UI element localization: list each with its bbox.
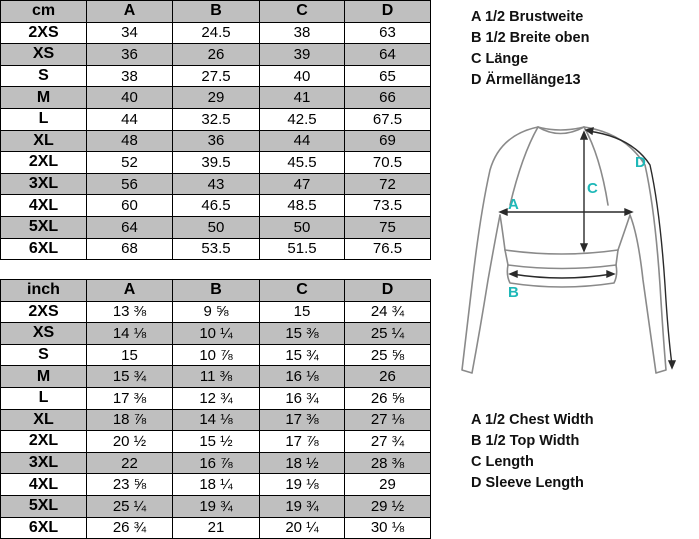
measurement-cell: 15 ½ — [173, 431, 260, 453]
measurement-cell: 50 — [173, 216, 260, 238]
table-row — [1, 65, 431, 87]
measurement-cell: 26 ¾ — [87, 517, 173, 539]
table-row — [1, 366, 431, 388]
measurement-cell: 29 — [173, 87, 260, 109]
column-header: C — [260, 1, 345, 23]
table-row — [1, 108, 431, 130]
size-label: 3XL — [1, 452, 87, 474]
measurement-cell: 15 ¾ — [87, 366, 173, 388]
measurement-cell: 11 ⅜ — [173, 366, 260, 388]
measurement-cell: 23 ⅝ — [87, 474, 173, 496]
size-label: XS — [1, 323, 87, 345]
measurement-cell: 15 — [260, 301, 345, 323]
measurement-cell: 29 ½ — [345, 495, 431, 517]
measurement-cell: 32.5 — [173, 108, 260, 130]
size-label: 3XL — [1, 173, 87, 195]
table-row — [1, 495, 431, 517]
measurement-cell: 12 ¾ — [173, 387, 260, 409]
measurement-cell: 17 ⅜ — [260, 409, 345, 431]
measurement-cell: 38 — [260, 22, 345, 44]
inch-size-table — [0, 279, 431, 539]
measurement-cell: 21 — [173, 517, 260, 539]
table-row — [1, 387, 431, 409]
label-d: D — [635, 154, 646, 171]
measurement-cell: 17 ⅞ — [260, 431, 345, 453]
size-label: 2XS — [1, 22, 87, 44]
measurement-cell: 43 — [173, 173, 260, 195]
measurement-cell: 39 — [260, 44, 345, 66]
measurement-cell: 76.5 — [345, 238, 431, 260]
measurement-cell: 53.5 — [173, 238, 260, 260]
measurement-cell: 36 — [173, 130, 260, 152]
table-row — [1, 130, 431, 152]
table-row — [1, 517, 431, 539]
table-row — [1, 301, 431, 323]
measurement-cell: 47 — [260, 173, 345, 195]
measurement-cell: 25 ⅝ — [345, 344, 431, 366]
column-header: inch — [1, 280, 87, 302]
measurement-cell: 48.5 — [260, 195, 345, 217]
size-label: XS — [1, 44, 87, 66]
size-label: M — [1, 366, 87, 388]
measurement-cell: 46.5 — [173, 195, 260, 217]
legend-german — [471, 7, 589, 91]
measurement-cell: 52 — [87, 152, 173, 174]
measurement-cell: 15 ¾ — [260, 344, 345, 366]
size-label: XL — [1, 130, 87, 152]
measurement-cell: 14 ⅛ — [173, 409, 260, 431]
legend-english — [471, 410, 594, 494]
column-header: D — [345, 280, 431, 302]
column-header: A — [87, 280, 173, 302]
legend-en-item-a: A 1/2 Chest Width — [471, 412, 594, 428]
table-row — [1, 152, 431, 174]
size-label: 5XL — [1, 216, 87, 238]
measurement-cell: 67.5 — [345, 108, 431, 130]
measurement-cell: 72 — [345, 173, 431, 195]
measurement-cell: 13 ⅜ — [87, 301, 173, 323]
column-header: B — [173, 280, 260, 302]
measurement-cell: 26 — [345, 366, 431, 388]
measurement-cell: 27 ¾ — [345, 431, 431, 453]
header-row — [1, 280, 431, 302]
size-label: 4XL — [1, 474, 87, 496]
measurement-cell: 56 — [87, 173, 173, 195]
table-row — [1, 409, 431, 431]
legend-de-item-d: D Ärmellänge13 — [471, 72, 581, 88]
table-row — [1, 216, 431, 238]
measurement-cell: 41 — [260, 87, 345, 109]
measurement-cell: 64 — [345, 44, 431, 66]
table-row — [1, 87, 431, 109]
measurement-cell: 24 ¾ — [345, 301, 431, 323]
measurement-cell: 48 — [87, 130, 173, 152]
measurement-cell: 63 — [345, 22, 431, 44]
legend-en-item-c: C Length — [471, 454, 534, 470]
size-label: 4XL — [1, 195, 87, 217]
measurement-cell: 30 ⅛ — [345, 517, 431, 539]
table-row — [1, 173, 431, 195]
measurement-cell: 20 ½ — [87, 431, 173, 453]
measurement-cell: 29 — [345, 474, 431, 496]
measurement-cell: 38 — [87, 65, 173, 87]
measurement-cell: 18 ⅞ — [87, 409, 173, 431]
measurement-cell: 44 — [87, 108, 173, 130]
size-label: 5XL — [1, 495, 87, 517]
measurement-cell: 42.5 — [260, 108, 345, 130]
column-header: cm — [1, 1, 87, 23]
size-label: 6XL — [1, 238, 87, 260]
measurement-cell: 64 — [87, 216, 173, 238]
measurement-cell: 15 — [87, 344, 173, 366]
size-label: L — [1, 108, 87, 130]
measure-arrow-a — [500, 209, 632, 215]
size-label: 6XL — [1, 517, 87, 539]
column-header: A — [87, 1, 173, 23]
measurement-cell: 25 ¼ — [87, 495, 173, 517]
table-row — [1, 474, 431, 496]
table-row — [1, 452, 431, 474]
measurement-cell: 66 — [345, 87, 431, 109]
measurement-cell: 26 — [173, 44, 260, 66]
measurement-cell: 44 — [260, 130, 345, 152]
legend-de-item-a: A 1/2 Brustweite — [471, 9, 584, 25]
table-row — [1, 431, 431, 453]
column-header: B — [173, 1, 260, 23]
measurement-cell: 34 — [87, 22, 173, 44]
size-label: L — [1, 387, 87, 409]
header-row — [1, 1, 431, 23]
cm-size-table — [0, 0, 431, 260]
column-header: D — [345, 1, 431, 23]
measurement-cell: 24.5 — [173, 22, 260, 44]
measurement-cell: 60 — [87, 195, 173, 217]
measurement-cell: 9 ⅝ — [173, 301, 260, 323]
column-header: C — [260, 280, 345, 302]
measure-arrow-b — [510, 271, 614, 278]
measurement-cell: 19 ¾ — [260, 495, 345, 517]
size-label: 2XS — [1, 301, 87, 323]
table-row — [1, 323, 431, 345]
measurement-cell: 16 ⅛ — [260, 366, 345, 388]
table-row — [1, 44, 431, 66]
measurement-cell: 45.5 — [260, 152, 345, 174]
label-b: B — [508, 284, 519, 301]
table-row — [1, 238, 431, 260]
size-label: 2XL — [1, 431, 87, 453]
measurement-cell: 22 — [87, 452, 173, 474]
measurement-cell: 26 ⅝ — [345, 387, 431, 409]
measurement-cell: 65 — [345, 65, 431, 87]
measurement-cell: 75 — [345, 216, 431, 238]
legend-de-item-c: C Länge — [471, 51, 529, 67]
legend-de-item-b: B 1/2 Breite oben — [471, 30, 590, 46]
measurement-cell: 70.5 — [345, 152, 431, 174]
measurement-cell: 51.5 — [260, 238, 345, 260]
size-label: XL — [1, 409, 87, 431]
measurement-cell: 16 ¾ — [260, 387, 345, 409]
measurement-cell: 18 ¼ — [173, 474, 260, 496]
measurement-cell: 19 ⅛ — [260, 474, 345, 496]
measurement-cell: 18 ½ — [260, 452, 345, 474]
measurement-cell: 19 ¾ — [173, 495, 260, 517]
measurement-cell: 39.5 — [173, 152, 260, 174]
legend-en-item-b: B 1/2 Top Width — [471, 433, 580, 449]
measurement-cell: 40 — [87, 87, 173, 109]
measurement-cell: 25 ¼ — [345, 323, 431, 345]
measurement-cell: 36 — [87, 44, 173, 66]
measurement-cell: 17 ⅜ — [87, 387, 173, 409]
measurement-cell: 15 ⅜ — [260, 323, 345, 345]
measurement-cell: 27 ⅛ — [345, 409, 431, 431]
legend-en-item-d: D Sleeve Length — [471, 475, 584, 491]
size-label: M — [1, 87, 87, 109]
measurement-cell: 28 ⅜ — [345, 452, 431, 474]
measurement-cell: 73.5 — [345, 195, 431, 217]
table-row — [1, 22, 431, 44]
measurement-cell: 50 — [260, 216, 345, 238]
label-a: A — [508, 196, 519, 213]
measurement-cell: 69 — [345, 130, 431, 152]
table-row — [1, 344, 431, 366]
size-label: 2XL — [1, 152, 87, 174]
measurement-cell: 20 ¼ — [260, 517, 345, 539]
garment-measurement-diagram — [450, 115, 699, 405]
measurement-cell: 10 ¼ — [173, 323, 260, 345]
measurement-cell: 40 — [260, 65, 345, 87]
measurement-cell: 16 ⅞ — [173, 452, 260, 474]
size-label: S — [1, 344, 87, 366]
label-c: C — [587, 180, 598, 197]
table-row — [1, 195, 431, 217]
size-label: S — [1, 65, 87, 87]
measurement-cell: 10 ⅞ — [173, 344, 260, 366]
measurement-cell: 68 — [87, 238, 173, 260]
measurement-cell: 14 ⅛ — [87, 323, 173, 345]
measurement-cell: 27.5 — [173, 65, 260, 87]
